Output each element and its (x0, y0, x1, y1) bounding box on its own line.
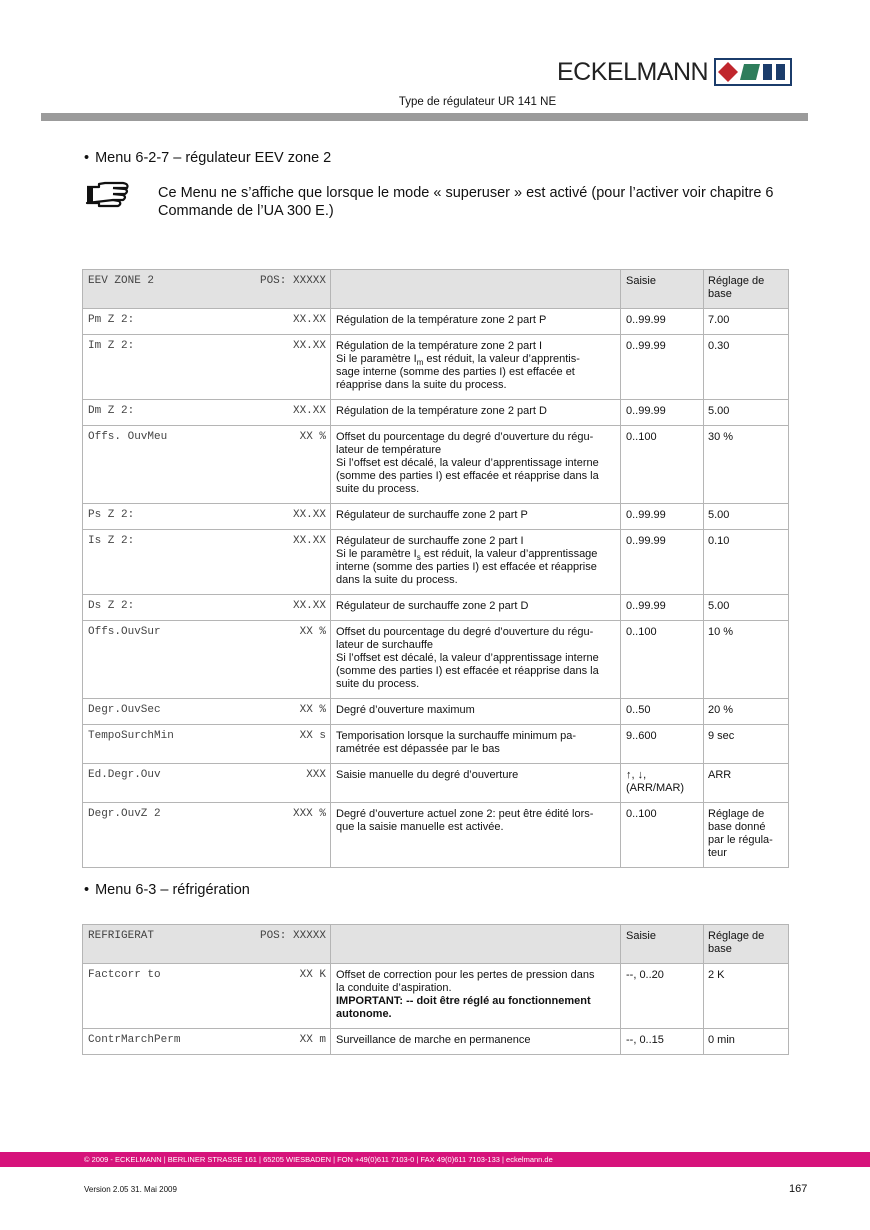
table-row: Factcorr to XX K Offset de correction pour les pertes de pression dans la conduite d’aspiration. IMPORTANT: -- doit être réglé au fonctionnement autonome. --, 0..20 2 K (83, 964, 789, 1029)
pointing-hand-icon (85, 181, 131, 209)
table-row: Offs. OuvMeu XX % Offset du pourcentage du degré d’ouverture du régu- lateur de température Si l’offset est décalé, la valeur d’apprentissage interne (somme des parties I) est effacée et réapprise dans la suite du process. 0..100 30 % (83, 426, 789, 504)
table-row: Ps Z 2: XX.XX Régulateur de surchauffe zone 2 part P 0..99.99 5.00 (83, 504, 789, 530)
refrigerat-table (82, 924, 789, 1055)
table-header: EEV ZONE 2 POS: XXXXX Saisie Réglage de base (83, 270, 789, 309)
table-row: Degr.OuvSec XX % Degré d’ouverture maximum 0..50 20 % (83, 699, 789, 725)
table-row: Im Z 2: XX.XX Régulation de la température zone 2 part I Si le paramètre $I_m$ est réduit, la valeur d’apprentis- sage interne (somme des parties I) est effacée et réapprise dans la suite du process. 0..99.99 0.30 (83, 335, 789, 400)
superuser-note: Ce Menu ne s’affiche que lorsque le mode « superuser » est activé (pour l’activer voir chapitre 6 Commande de l’UA 300 E.) (158, 185, 774, 219)
footer-bar: © 2009 - ECKELMANN | BERLINER STRASSE 161 | 65205 WIESBADEN | FON +49(0)611 7103-0 | FAX 49(0)611 7103-133 | eckelmann.de (0, 1152, 870, 1167)
table-row: Ds Z 2: XX.XX Régulateur de surchauffe zone 2 part D 0..99.99 5.00 (83, 595, 789, 621)
logo-squares-icon (714, 58, 792, 86)
table-row: Dm Z 2: XX.XX Régulation de la température zone 2 part D 0..99.99 5.00 (83, 400, 789, 426)
table-header: REFRIGERAT POS: XXXXX Saisie Réglage de base (83, 925, 789, 964)
version-info: Version 2.05 31. Mai 2009 (84, 1185, 177, 1194)
eckelmann-logo (557, 57, 792, 87)
section-heading-menu-6-2-7: • Menu 6-2-7 – régulateur EEV zone 2 (84, 150, 332, 166)
table-row: Degr.OuvZ 2 XXX % Degré d’ouverture actuel zone 2: peut être édité lors- que la saisie manuelle est activée. 0..100 Réglage de base donné par le régula- teur (83, 803, 789, 868)
table-row: Pm Z 2: XX.XX Régulation de la température zone 2 part P 0..99.99 7.00 (83, 309, 789, 335)
table-row: TempoSurchMin XX s Temporisation lorsque la surchauffe minimum pa- ramétrée est dépassée par le bas 9..600 9 sec (83, 725, 789, 764)
section-heading-menu-6-3: • Menu 6-3 – réfrigération (84, 882, 250, 898)
document-type: Type de régulateur UR 141 NE (398, 96, 557, 108)
table-row: Offs.OuvSur XX % Offset du pourcentage du degré d’ouverture du régu- lateur de surchauffe Si l’offset est décalé, la valeur d’apprentissage interne (somme des parties I) est effacée et réapprise dans la suite du process. 0..100 10 % (83, 621, 789, 699)
table-row: Ed.Degr.Ouv XXX Saisie manuelle du degré d’ouverture ↑, ↓, (ARR/MAR) ARR (83, 764, 789, 803)
brand-name: ECKELMANN (557, 57, 709, 86)
table-row: Is Z 2: XX.XX Régulateur de surchauffe zone 2 part I Si le paramètre $I_s$ est réduit, la valeur d’apprentissage interne (somme des parties I) est effacée et réapprise dans la suite du process. 0..99.99 0.10 (83, 530, 789, 595)
eev-zone-2-table (82, 269, 789, 868)
header-divider (41, 113, 808, 121)
page-number: 167 (789, 1183, 808, 1195)
table-row: ContrMarchPerm XX m Surveillance de marche en permanence --, 0..15 0 min (83, 1029, 789, 1055)
